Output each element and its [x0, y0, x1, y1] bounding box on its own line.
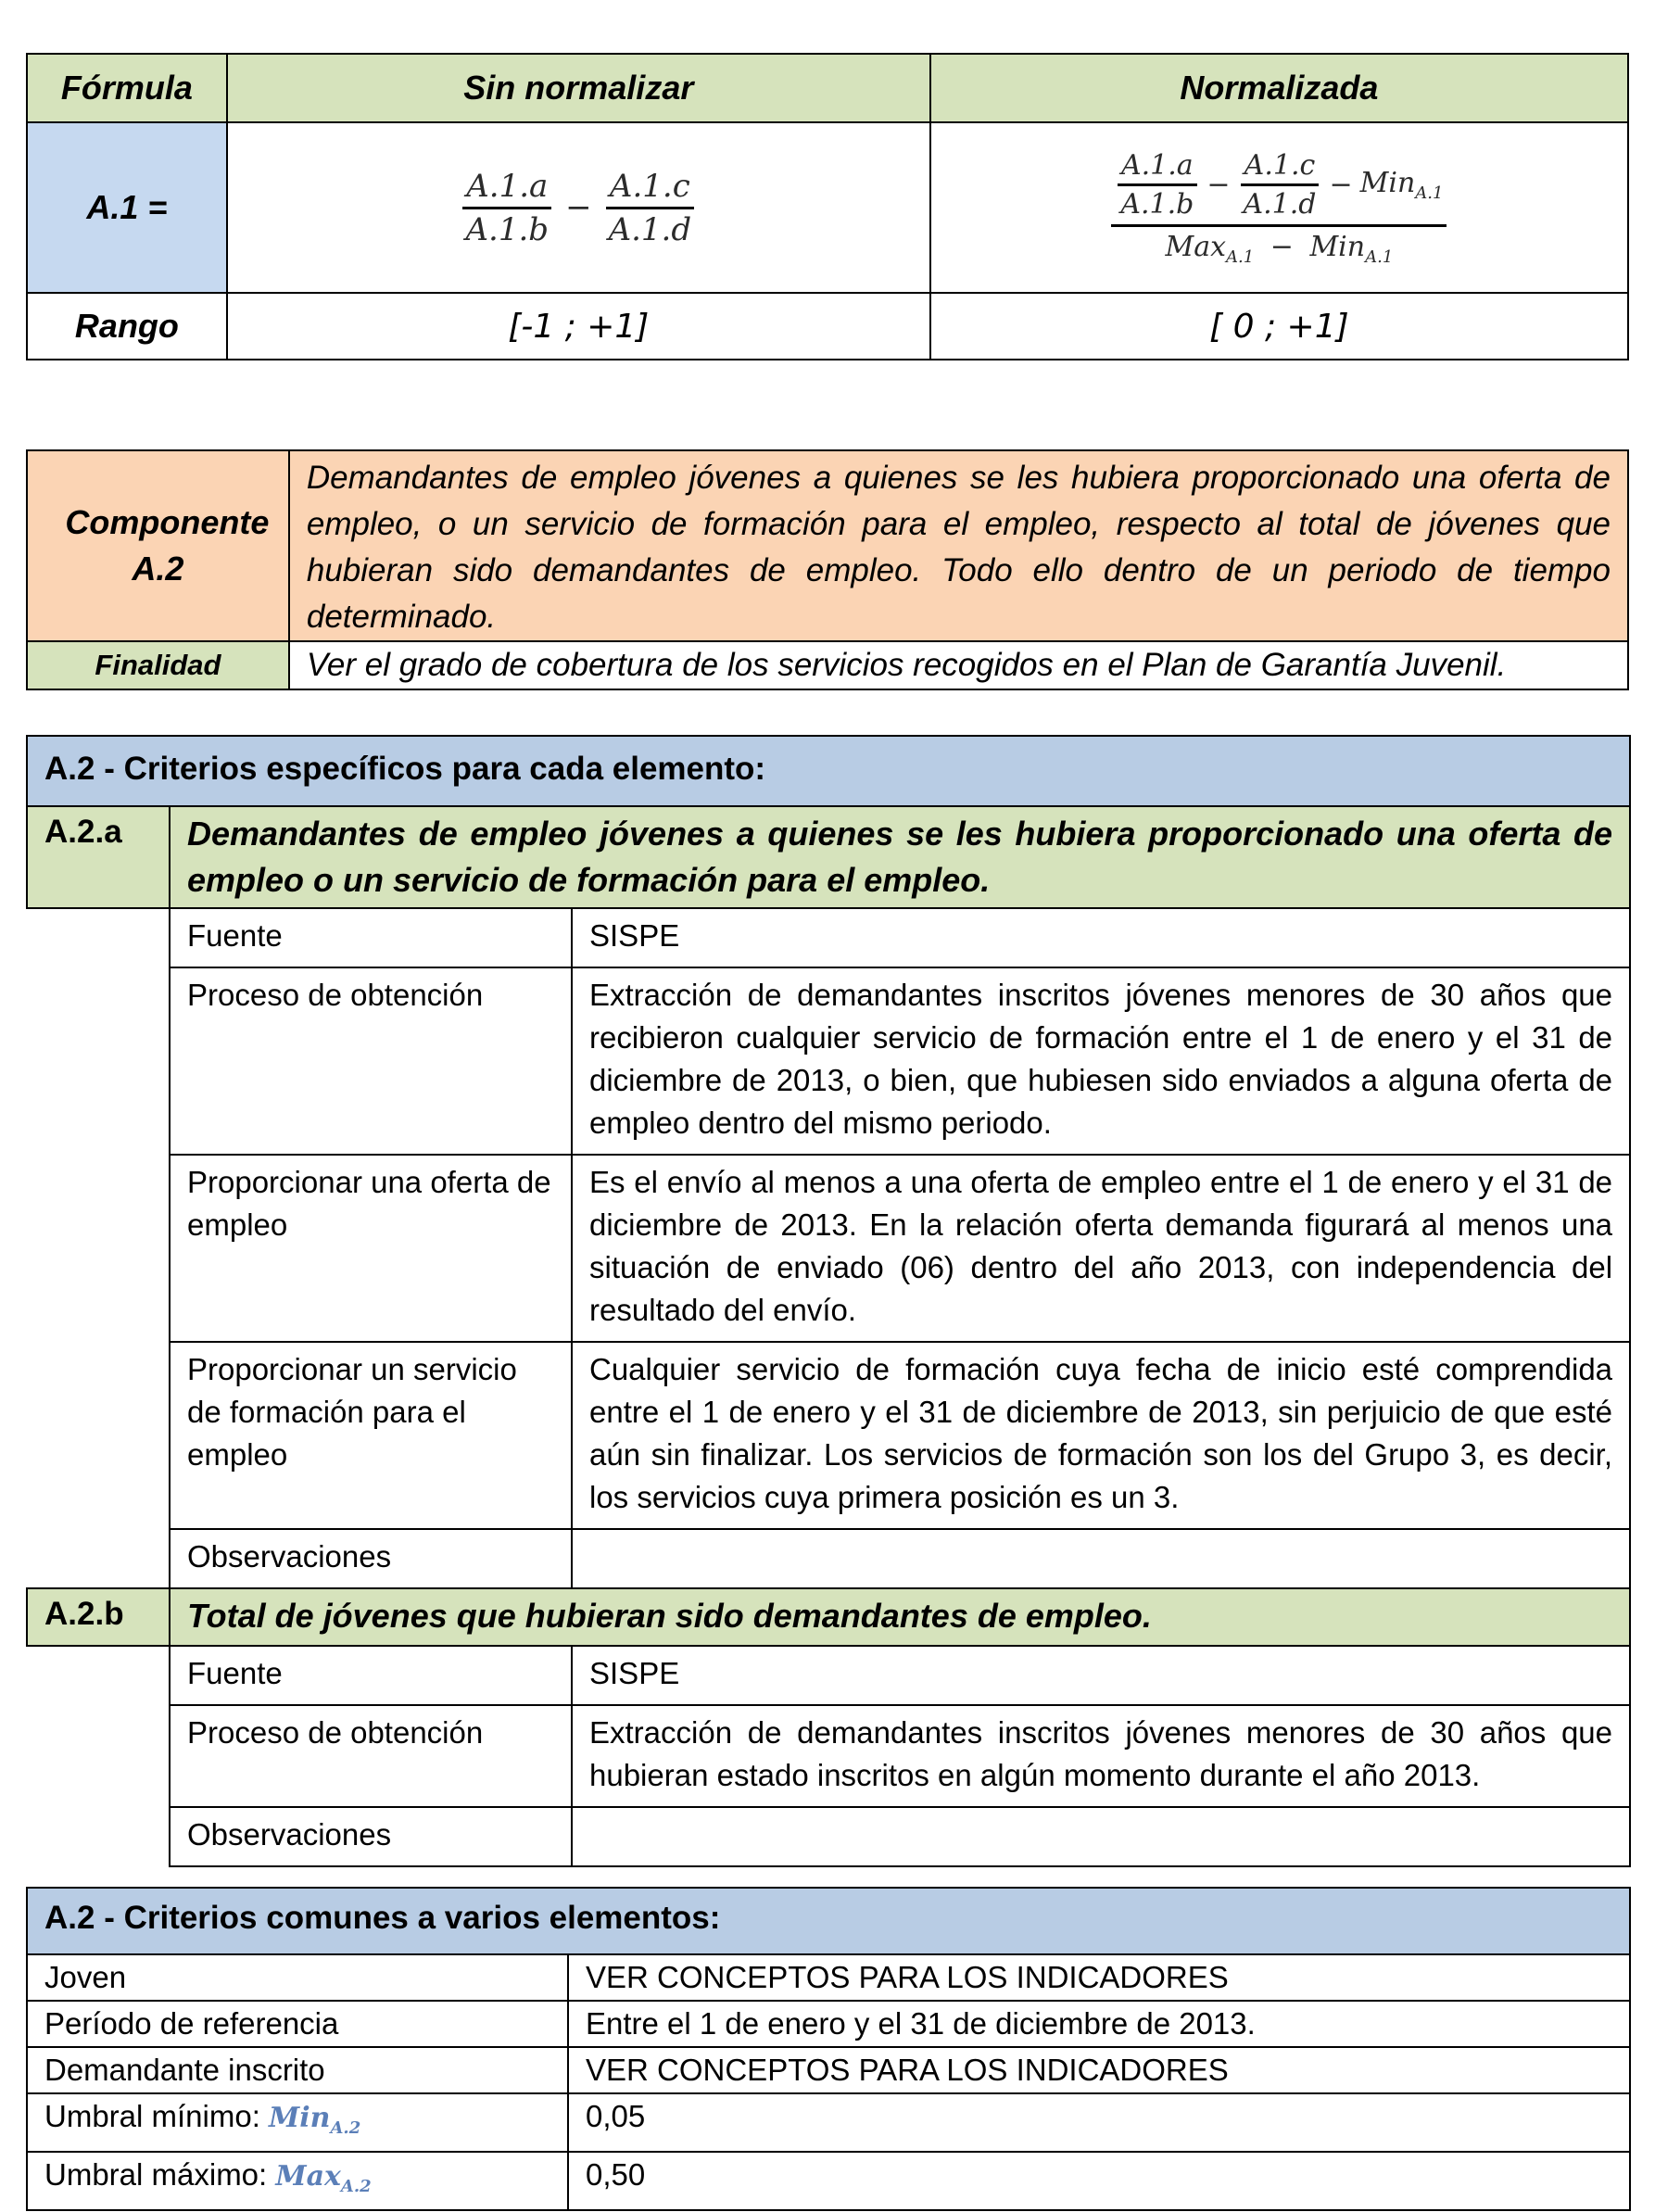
- element-a-title: Demandantes de empleo jóvenes a quienes se les hubiera proporcionado una oferta de empleo o un servicio de formación para el empleo.: [170, 806, 1630, 908]
- sin-frac1: $\frac{A.1.a}{A.1.b}$: [461, 168, 552, 248]
- norm-outer-frac: $\frac{A.1.a}{A.1.b}$ − $\frac{A.1.c}{A.1.d}$ − Min$_{A.1}$ Max$_{A.1}$ − Min$_{A.1}$: [1111, 149, 1447, 267]
- especificos-header: A.2 - Criterios específicos para cada elemento:: [27, 736, 1630, 806]
- a-oferta-label: Proporcionar una oferta de empleo: [170, 1155, 572, 1342]
- b-fuente-value: SISPE: [572, 1646, 1630, 1705]
- formula-sin: $\frac{A.1.a}{A.1.b}$ − $\frac{A.1.c}{A.1.d}$: [227, 122, 930, 293]
- b-observaciones-value: [572, 1807, 1630, 1866]
- a-formacion-value: Cualquier servicio de formación cuya fecha de inicio esté comprendida entre el 1 de enero y el 31 de diciembre de 2013, sin perjuicio de que esté aún sin finalizar. Los servicios de formación son los del Grupo 3, es decir, los servicios cuya primera posición es un 3.: [572, 1342, 1630, 1529]
- componente-table: [26, 449, 1629, 690]
- comun-umbral-min-label: Umbral mínimo: Min$_{A.2}$: [27, 2093, 568, 2152]
- a-formacion-label: Proporcionar un servicio de formación para el empleo: [170, 1342, 572, 1529]
- min-symbol: Min$_{A.2}$: [269, 2102, 361, 2138]
- col-formula-header: Fórmula: [27, 54, 227, 122]
- a-proceso-label: Proceso de obtención: [170, 967, 572, 1155]
- b-observaciones-label: Observaciones: [170, 1807, 572, 1866]
- element-b-code: A.2.b: [27, 1588, 170, 1646]
- comun-periodo-label: Período de referencia: [27, 2001, 568, 2047]
- a-observaciones-label: Observaciones: [170, 1529, 572, 1588]
- range-label: Rango: [27, 293, 227, 360]
- comun-joven-value: VER CONCEPTOS PARA LOS INDICADORES: [568, 1954, 1630, 2001]
- componente-description: Demandantes de empleo jóvenes a quienes se les hubiera proporcionado una oferta de empleo, o un servicio de formación para el empleo, respecto al total de jóvenes que hubieran sido demandantes de empleo. Todo ello dentro de un periodo de tiempo determinado.: [289, 450, 1628, 641]
- b-proceso-label: Proceso de obtención: [170, 1705, 572, 1807]
- comun-umbral-max-label: Umbral máximo: Max$_{A.2}$: [27, 2152, 568, 2210]
- criterios-comunes-table: [26, 1887, 1631, 2211]
- formula-row-label: A.1 =: [27, 122, 227, 293]
- element-b-title: Total de jóvenes que hubieran sido demandantes de empleo.: [170, 1588, 1630, 1646]
- b-proceso-value: Extracción de demandantes inscritos jóvenes menores de 30 años que hubieran estado inscritos en algún momento durante el año 2013.: [572, 1705, 1630, 1807]
- finalidad-text: Ver el grado de cobertura de los servicios recogidos en el Plan de Garantía Juvenil.: [289, 641, 1628, 689]
- range-norm: [ 0 ; +1]: [930, 293, 1628, 360]
- comunes-header: A.2 - Criterios comunes a varios elementos:: [27, 1888, 1630, 1954]
- a-fuente-label: Fuente: [170, 908, 572, 967]
- formula-table: [26, 53, 1629, 360]
- comun-joven-label: Joven: [27, 1954, 568, 2001]
- sin-frac2: $\frac{A.1.c}{A.1.d}$: [605, 168, 696, 248]
- comun-demandante-value: VER CONCEPTOS PARA LOS INDICADORES: [568, 2047, 1630, 2093]
- a-proceso-value: Extracción de demandantes inscritos jóvenes menores de 30 años que recibieron cualquier servicio de formación entre el 1 de enero y el 31 de diciembre de 2013, o bien, que hubiesen sido enviados a alguna oferta de empleo dentro del mismo periodo.: [572, 967, 1630, 1155]
- b-fuente-label: Fuente: [170, 1646, 572, 1705]
- comun-umbral-min-value: 0,05: [568, 2093, 1630, 2152]
- formula-norm: [930, 122, 1628, 293]
- componente-label: Componente A.2: [27, 450, 289, 641]
- comun-umbral-max-value: 0,50: [568, 2152, 1630, 2210]
- a-oferta-value: Es el envío al menos a una oferta de empleo entre el 1 de enero y el 31 de diciembre de 2013. En la relación oferta demanda figurará al menos una situación de enviado (06) dentro del año 2013, con independencia del resultado del envío.: [572, 1155, 1630, 1342]
- comun-periodo-value: Entre el 1 de enero y el 31 de diciembre de 2013.: [568, 2001, 1630, 2047]
- max-symbol: Max$_{A.2}$: [275, 2160, 372, 2196]
- criterios-especificos-table: [26, 735, 1631, 1867]
- a-observaciones-value: [572, 1529, 1630, 1588]
- range-sin: [-1 ; +1]: [227, 293, 930, 360]
- comun-demandante-label: Demandante inscrito: [27, 2047, 568, 2093]
- col-sin-header: Sin normalizar: [227, 54, 930, 122]
- a-fuente-value: SISPE: [572, 908, 1630, 967]
- col-norm-header: Normalizada: [930, 54, 1628, 122]
- finalidad-label: Finalidad: [27, 641, 289, 689]
- element-a-code: A.2.a: [27, 806, 170, 908]
